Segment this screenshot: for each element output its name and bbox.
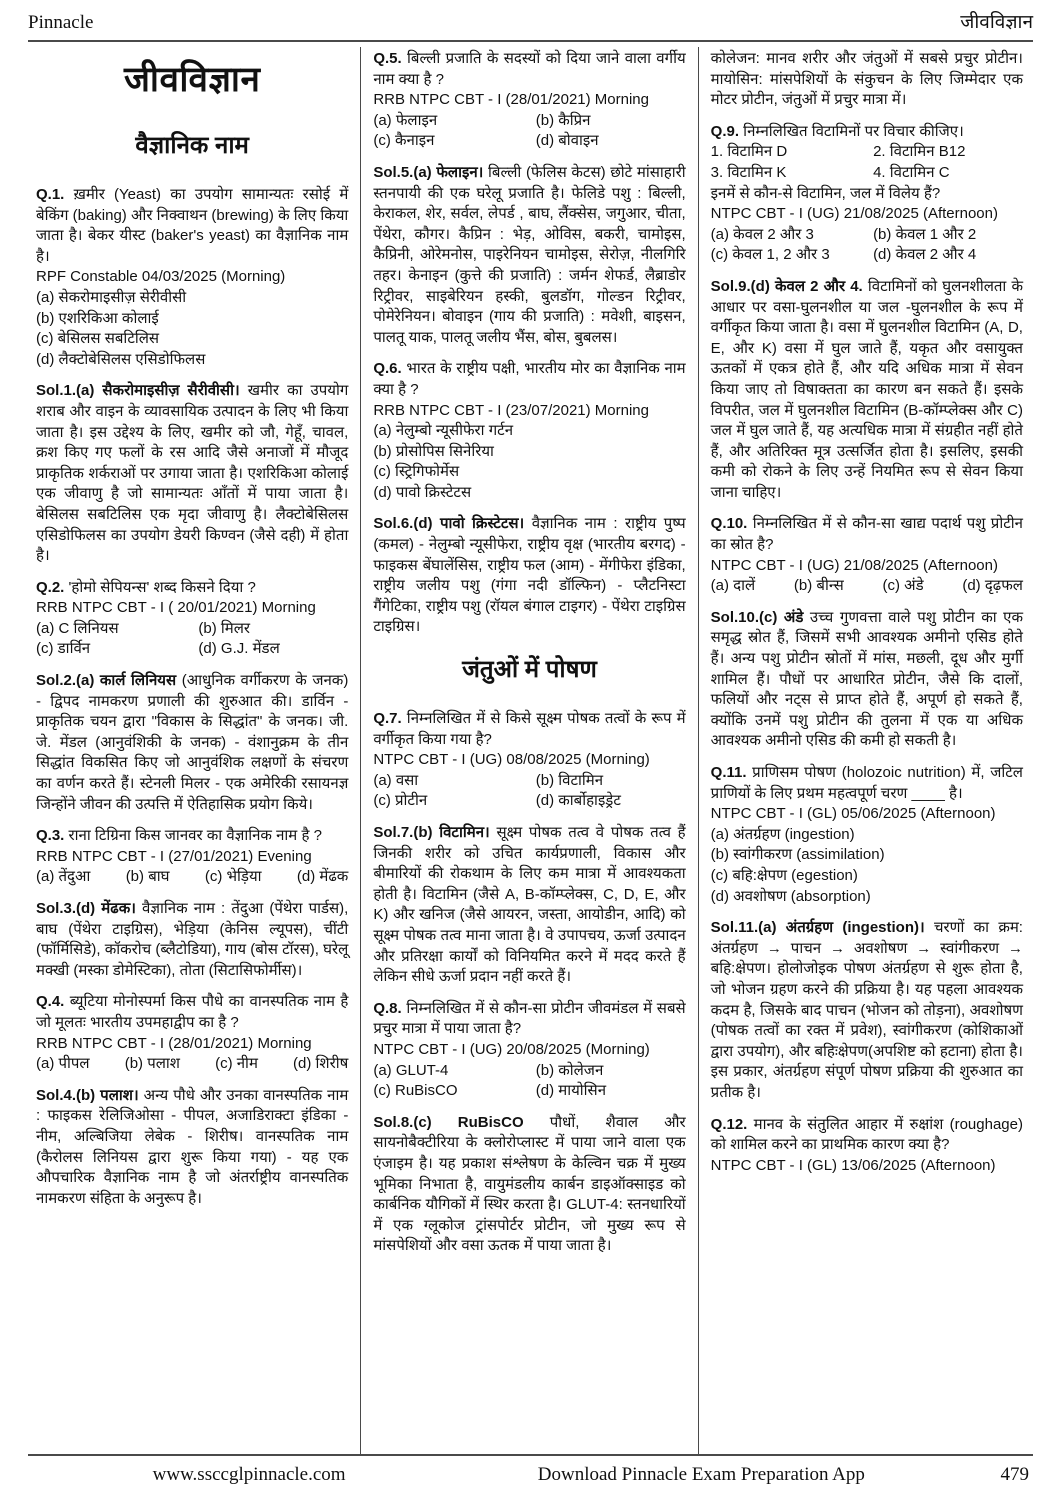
question-text: Q.12. मानव के संतुलित आहार में रुक्षांश (roughage) को शामिल करने का प्राथमिक कारण क्या है? [710, 1115, 1023, 1154]
solution-text: Sol.5.(a) फेलाइन। बिल्ली (फेलिस केटस) छोटे मांसाहारी स्तनपायी की एक घरेलू प्रजाति है। फेलिडे पशु : बिल्ली, केराकल, शेर, सर्वल, लेपर्ड , बाघ, लैंक्सेस, जगुआर, चीता, पेंथेरा, कौगर। कैप्रिन : भेड़, ओविस, बकरी, चामोइस, कैप्रिनी, ओरेमनोस, पाइरेनियन चामोइस, सेरोज़, नीलगिरि तहर। केनाइन (कुत्ते की प्रजाति) : जर्मन शेफर्ड, लैब्राडोर रिट्रीवर, साइबेरियन हस्की, बुलडॉग, गोल्डन रिट्रीवर, पोमेरेनियन। बोवाइन (गाय की प्रजाति) : मवेशी, बाइसन, पालतू याक, पालतू जलीय भैंस, बोस, बुबलस। [373, 163, 686, 346]
option-a: (a) GLUT-4 [373, 1061, 449, 1079]
exam-reference: NTPC CBT - I (UG) 08/08/2025 (Morning) [373, 751, 650, 769]
exam-reference: RRB NTPC CBT - I (28/01/2021) Morning [36, 1034, 312, 1052]
question [36, 992, 348, 1074]
footer-website: www.ssccglpinnacle.com [152, 1464, 346, 1485]
chapter-name-header: जीवविज्ञान [960, 12, 1033, 33]
question [711, 1115, 1023, 1177]
question-text: Q.3. राना टिग्रिना किस जानवर का वैज्ञानिक नाम है ? [36, 827, 322, 845]
question-text: Q.5. बिल्ली प्रजाति के सदस्यों को दिया जाने वाला वर्गीय नाम क्या है ? [373, 50, 686, 88]
option-a: (a) पीपल [36, 1055, 90, 1073]
statement-row [711, 163, 1023, 184]
question-number: Q.1. [36, 186, 65, 203]
option-d: (d) मेंढक [296, 868, 349, 886]
solution-answer: फेलाइन। [436, 163, 484, 181]
exam-reference: NTPC CBT - I (UG) 20/08/2025 (Morning) [373, 1040, 650, 1058]
solution-number: Sol.1.(a) [36, 382, 103, 400]
solution-text: Sol.3.(d) मेंढक। वैज्ञानिक नाम : तेंदुआ (पेंथेरा पार्डस), बाघ (पेंथेरा टाइग्रिस), भेड़िया (केनिस ल्यूपस), चींटी (फॉर्मिसिडे), कॉकरोच (ब्लैटोडिया), गाय (बोस टॉरस), घरेलू मक्खी (मस्का डोमेस्टिका), तोता (सिटासिफोर्मीस)। [36, 900, 349, 979]
solution-text: Sol.4.(b) पलाश। अन्य पौधे और उनका वानस्पतिक नाम : फाइकस रेलिजिओसा - पीपल, अजाडिराक्टा इंडिका - नीम, अल्बिजिया लेबेक - शिरीष। वानस्पतिक नाम (कैरोलस लिनियस द्वारा शुरू किया गया) - यह एक औपचारिक वैज्ञानिक नाम है जो अंतर्राष्ट्रीय वानस्पतिक नामकरण संहिता के अनुरूप है। [36, 1086, 349, 1207]
option-d: (d) अवशोषण (absorption) [710, 887, 871, 905]
solution-text: Sol.11.(a) अंतर्ग्रहण (ingestion)। चरणों का क्रम: अंतर्ग्रहण → पाचन → अवशोषण → स्वांगीकरण → बहि:क्षेपण। होलोजोइक पोषण अंतर्ग्रहण से शुरू होता है, जो भोजन ग्रहण करने की प्रक्रिया है। यह पहला आवश्यक कदम है, जिसके बाद पाचन (भोजन को तोड़ना), अवशोषण (पोषक तत्वों का रक्त में प्रवेश), स्वांगीकरण (कोशिकाओं द्वारा उपयोग), और बहिःक्षेपण(अपशिष्ट को हटाना) होता है। इस प्रकार, अंतर्ग्रहण संपूर्ण पोषण प्रक्रिया की शुरुआत का प्रतीक है। [710, 919, 1023, 1101]
solution [373, 823, 685, 988]
option-a: (a) सेकरोमाइसीज़ सेरीवीसी [36, 288, 187, 306]
page-footer [28, 1460, 1033, 1490]
solution-answer: अंडे [783, 608, 804, 626]
option-a: (a) नेलुम्बो न्यूसीफेरा गर्टन [373, 422, 514, 440]
options-group [711, 825, 1023, 907]
option-b: (b) कैप्रिन [535, 111, 591, 129]
question-number: Q.3. [36, 827, 65, 845]
question-text: Q.2. 'होमो सेपियन्स' शब्द किसने दिया ? [36, 578, 256, 596]
option-c: (c) केवल 1, 2 और 3 [710, 246, 830, 264]
exam-reference: NTPC CBT - I (GL) 05/06/2025 (Afternoon) [710, 805, 996, 823]
question-text: Q.11. प्राणिसम पोषण (holozoic nutrition) में, जटिल प्राणियों के लिए प्रथम महत्वपूर्ण चरण ____ है। [710, 764, 1023, 802]
exam-reference: RRB NTPC CBT - I (23/07/2021) Morning [373, 401, 649, 419]
option-d: (d) शिरीष [293, 1055, 349, 1073]
option-a: (a) C लिनियस [36, 619, 119, 637]
solution-text: Sol.6.(d) पावो क्रिस्टेटस। वैज्ञानिक नाम : राष्ट्रीय पुष्प (कमल) - नेलुम्बो न्यूसीफेरा, राष्ट्रीय वृक्ष (भारतीय बरगद) - फाइकस बेंघालेंसिस, राष्ट्रीय फल (आम) - मेंगीफेरा इंडिका, राष्ट्रीय जलीय पशु (गंगा नदी डॉल्फिन) - प्लैटनिस्टा गैंगेटिका, राष्ट्रीय पशु (रॉयल बंगाल टाइगर) - पेंथेरा टाइग्रिस टाइग्रिस। [373, 515, 686, 636]
column [360, 47, 697, 1454]
option-c: (c) प्रोटीन [373, 792, 428, 810]
option-d: (d) केवल 2 और 4 [873, 246, 977, 264]
options-group [711, 225, 1023, 266]
options-group [373, 421, 685, 503]
exam-reference: RRB NTPC CBT - I ( 20/01/2021) Morning [36, 599, 316, 617]
header-rule [28, 40, 1033, 42]
option-c: (c) नीम [215, 1055, 258, 1073]
option-a: (a) फेलाइन [373, 111, 438, 129]
question-number: Q.10. [710, 515, 748, 533]
solution-answer: विटामिन। [439, 824, 490, 841]
statement-item: 3. विटामिन K [710, 163, 787, 181]
option-c: (c) अंडे [882, 577, 924, 595]
option-c: (c) कैनाइन [373, 132, 435, 150]
question-text: Q.8. निम्नलिखित में से कौन-सा प्रोटीन जीवमंडल में सबसे प्रचुर मात्रा में पाया जाता है? [373, 999, 686, 1038]
question [36, 826, 348, 888]
solution-text: Sol.7.(b) विटामिन। सूक्ष्म पोषक तत्व वे पोषक तत्व हैं जिनकी शरीर को उचित कार्यप्रणाली, विकास और बीमारियों की रोकथाम के लिए कम मात्रा में आवश्यकता होती है। विटामिन (जैसे A, B-कॉम्प्लेक्स, C, D, E, और K) और खनिज (जैसे आयरन, जस्ता, आयोडीन, आदि) को सूक्ष्म पोषक तत्व माना जाता है। वे उपापचय, ऊर्जा उत्पादन और प्रतिरक्षा कार्यों को विनियमित करने में मदद करते हैं लेकिन सीधे ऊर्जा प्रदान नहीं करते हैं। [373, 824, 686, 986]
question [373, 999, 685, 1102]
option-d: (d) मायोसिन [535, 1082, 607, 1100]
options-group [373, 111, 685, 152]
question-text-2: इनमें से कौन-से विटामिन, जल में विलेय हैं? [710, 184, 941, 202]
chapter-title: जीवविज्ञान [123, 60, 261, 99]
solution-number: Sol.7.(b) [373, 824, 440, 841]
question-text: Q.9. निम्नलिखित विटामिनों पर विचार कीजिए। [710, 122, 964, 140]
solution-number: Sol.3.(d) [36, 900, 102, 917]
option-c: (c) बहि:क्षेपण (egestion) [710, 866, 858, 884]
solution-answer: RuBisCO [457, 1113, 524, 1131]
footer-app-text: Download Pinnacle Exam Preparation App [537, 1464, 865, 1485]
statement-item: 1. विटामिन D [710, 143, 788, 161]
solution-answer: पावो क्रिस्टेटस। [439, 515, 525, 533]
solution-answer: मेंढक। [101, 900, 136, 917]
solution-number: Sol.8.(c) [373, 1113, 458, 1131]
question-number: Q.6. [373, 360, 402, 378]
question-text: Q.7. निम्नलिखित में से किसे सूक्ष्म पोषक तत्वों के रूप में वर्गीकृत किया गया है? [373, 710, 686, 748]
solution [711, 277, 1023, 504]
exam-reference: RPF Constable 04/03/2025 (Morning) [36, 268, 286, 286]
options-group [373, 771, 685, 812]
option-b: (b) पलाश [124, 1055, 180, 1073]
publisher-name: Pinnacle [28, 12, 94, 33]
solution-answer: कार्ल लिनियस [99, 672, 177, 690]
question-number: Q.9. [710, 122, 740, 140]
question-number: Q.7. [373, 710, 402, 728]
solution-answer: सैकरोमाइसीज़ सैरीवीसी। [102, 382, 240, 400]
options-group [36, 288, 348, 370]
options-group [36, 619, 348, 660]
option-d: (d) पावो क्रिस्टेटस [373, 483, 472, 501]
exam-reference: NTPC CBT - I (UG) 21/08/2025 (Afternoon) [710, 556, 998, 574]
solution-number: Sol.9.(d) [710, 277, 775, 295]
solution [36, 899, 348, 981]
question-text: Q.4. ब्यूटिया मोनोस्पर्मा किस पौधे का वानस्पतिक नाम है जो मूलतः भारतीय उपमहाद्वीप का है ? [36, 993, 349, 1031]
solution [36, 381, 348, 566]
footer-page-number: 479 [1000, 1464, 1029, 1485]
solution [373, 514, 685, 638]
solution-text: Sol.9.(d) केवल 2 और 4. विटामिनों को घुलनशीलता के आधार पर वसा-घुलनशील या जल -घुलनशील के रूप में वर्गीकृत किया जाता है। वसा में घुलनशील विटामिन (A, D, E, और K) वसा में घुल जाते हैं, यकृत और वसायुक्त ऊतकों में एकत्र होते हैं, और यदि अधिक मात्रा में सेवन किया जाए तो विषाक्तता का कारण बन सकते हैं। इसके विपरीत, जल में घुलनशील विटामिन (B-कॉम्प्लेक्स और C) जल में घुल जाते हैं, यह अत्यधिक मात्रा में संग्रहीत नहीं होते हैं, और अतिरिक्त मूत्र उत्सर्जित होता है। इसलिए, इसकी कमी को रोकने के लिए उन्हें नियमित रूप से सेवन किया जाना चाहिए। [710, 277, 1023, 501]
option-a: (a) दालें [710, 577, 756, 595]
solution-number: Sol.4.(b) [36, 1086, 101, 1104]
solution [373, 1113, 685, 1257]
option-b: (b) बीन्स [793, 577, 844, 595]
question [36, 578, 348, 660]
options-group [36, 1054, 348, 1075]
solution-number: Sol.2.(a) [36, 672, 100, 690]
exam-reference: NTPC CBT - I (GL) 13/06/2025 (Afternoon) [710, 1156, 996, 1174]
solution-answer: अंतर्ग्रहण (ingestion)। [785, 919, 925, 937]
question-text: Q.10. निम्नलिखित में से कौन-सा खाद्य पदार्थ पशु प्रोटीन का स्रोत है? [710, 515, 1023, 554]
solution [711, 608, 1023, 752]
exam-reference: NTPC CBT - I (UG) 21/08/2025 (Afternoon) [710, 205, 998, 223]
solution-text: Sol.10.(c) अंडे उच्च गुणवत्ता वाले पशु प्रोटीन का एक समृद्ध स्रोत हैं, जिसमें सभी आवश्यक अमीनो एसिड होते हैं। अन्य पशु प्रोटीन स्रोतों में मांस, मछली, दूध और मुर्गी शामिल हैं। पौधों पर आधारित प्रोटीन, जैसे कि दालों, फलियों और नट्स से प्राप्त होते हैं, अपूर्ण हो सकते हैं, क्योंकि उनमें पशु प्रोटीन की तुलना में एक या अधिक आवश्यक अमीनो एसिड की कमी हो सकती है। [710, 608, 1023, 750]
footer-rule [28, 1454, 1033, 1456]
options-group [373, 1061, 685, 1102]
question-number: Q.2. [36, 578, 65, 596]
solution-answer: केवल 2 और 4. [774, 277, 863, 295]
option-b: (b) प्रोसोपिस सिनेरिया [373, 442, 494, 460]
solution [373, 163, 685, 348]
question-text: Q.6. भारत के राष्ट्रीय पक्षी, भारतीय मोर का वैज्ञानिक नाम क्या है ? [373, 360, 686, 398]
option-b: (b) विटामिन [535, 771, 604, 789]
question [373, 709, 685, 812]
solution-number: Sol.10.(c) [710, 608, 784, 626]
statement-item: 4. विटामिन C [873, 163, 950, 181]
question-number: Q.5. [373, 50, 402, 67]
option-b: (b) कोलेजन [535, 1061, 604, 1079]
solution-number: Sol.5.(a) [373, 163, 437, 181]
column [698, 47, 1035, 1454]
option-b: (b) एशरिकिआ कोलाई [36, 309, 159, 327]
question [711, 763, 1023, 907]
column [30, 47, 360, 1454]
solution-number: Sol.11.(a) [710, 919, 786, 937]
option-b: (b) बाघ [125, 868, 170, 886]
options-group [36, 867, 348, 888]
solution-continuation-text: कोलेजन: मानव शरीर और जंतुओं में सबसे प्रचुर प्रोटीन। मायोसिन: मांसपेशियों के संकुचन के लिए जिम्मेदार एक मोटर प्रोटीन, जंतुओं में प्रचुर मात्रा में। [710, 50, 1023, 109]
options-group [711, 576, 1023, 597]
question-number: Q.12. [710, 1115, 748, 1133]
question-text: Q.1. ख़मीर (Yeast) का उपयोग सामान्यतः रसोई में बेकिंग (baking) और निक्वाथन (brewing) के लिए किया जाता है। बेकर यीस्ट (baker's yeast) का वैज्ञानिक नाम है। [36, 186, 349, 265]
columns-wrapper [30, 47, 1035, 1454]
solution-number: Sol.6.(d) [373, 515, 440, 533]
question [373, 359, 685, 503]
question [711, 122, 1023, 266]
option-d: (d) G.J. मेंडल [198, 640, 280, 658]
question-number: Q.11. [710, 764, 747, 781]
option-b: (b) मिलर [198, 619, 251, 637]
section-heading: जंतुओं में पोषण [462, 656, 597, 684]
solution-text: Sol.8.(c) RuBisCO पौधों, शैवाल और सायनोबैक्टीरिया के क्लोरोप्लास्ट में पाया जाने वाला एक एंजाइम है। यह प्रकाश संश्लेषण के केल्विन चक्र में मुख्य भूमिका निभाता है, वायुमंडलीय कार्बन डाइऑक्साइड को कार्बनिक यौगिकों में स्थिर करता है। GLUT-4: स्तनधारियों में एक ग्लूकोज ट्रांसपोर्टर प्रोटीन, जो मुख्य रूप से मांसपेशियों और वसा ऊतक में पाया जाता है। [373, 1113, 686, 1255]
option-a: (a) वसा [373, 771, 419, 789]
option-b: (b) केवल 1 और 2 [873, 225, 977, 243]
statement-item: 2. विटामिन B12 [873, 143, 966, 161]
option-b: (b) स्वांगीकरण (assimilation) [710, 846, 885, 864]
option-c: (c) डार्विन [36, 640, 91, 658]
solution-answer: पलाश। [100, 1086, 139, 1104]
solution-text: Sol.2.(a) कार्ल लिनियस (आधुनिक वर्गीकरण के जनक) - द्विपद नामकरण प्रणाली की शुरुआत की। डार्विन - प्राकृतिक चयन द्वारा "विकास के सिद्धांत" के जनक। जी. जे. मेंडल (आनुवंशिकी के जनक) - वंशानुक्रम के तीन सिद्धांत विकसित किए जो आनुवंशिक लक्षणों के संचरण का वर्णन करते हैं। स्टेनली मिलर - एक अमेरिकी रसायनज्ञ जिन्होंने जीवन की उत्पत्ति में ऐतिहासिक प्रयोग किये। [36, 672, 349, 813]
exam-reference: RRB NTPC CBT - I (27/01/2021) Evening [36, 847, 312, 865]
solution-text: Sol.1.(a) सैकरोमाइसीज़ सैरीवीसी। खमीर का उपयोग शराब और वाइन के व्यावसायिक उत्पादन के लिए भी किया जाता है। इस उद्देश्य के लिए, खमीर को जौ, गेहूँ, चावल, क्रश किए गए फलों के रस आदि जैसे अनाजों में मौजूद प्राकृतिक शर्कराओं पर उगाया जाता है। एशरिकिआ कोलाई एक जीवाणु है जो सामान्यतः आँतों में पाया जाता है। बेसिलस सबटिलिस एक मृदा जीवाणु है। लैक्टोबेसिलस एसिडोफिलस का उपयोग डेयरी किण्वन (जैसे दही) में होता है। [36, 382, 349, 565]
question [373, 49, 685, 152]
section-heading: वैज्ञानिक नाम [135, 132, 249, 159]
option-d: (d) लैक्टोबेसिलस एसिडोफिलस [36, 350, 206, 368]
question-number: Q.4. [36, 993, 65, 1011]
question [711, 514, 1023, 596]
option-c: (c) भेड़िया [204, 868, 262, 886]
option-a: (a) तेंदुआ [36, 868, 91, 886]
page-header [28, 8, 1033, 34]
exam-reference: RRB NTPC CBT - I (28/01/2021) Morning [373, 91, 649, 109]
option-c: (c) RuBisCO [373, 1082, 458, 1100]
question [36, 185, 348, 370]
solution [711, 918, 1023, 1103]
option-c: (c) बेसिलस सबटिलिस [36, 330, 160, 348]
statement-row [711, 142, 1023, 163]
solution [36, 1086, 348, 1210]
option-d: (d) दृढ़फल [962, 577, 1023, 595]
option-d: (d) कार्बोहाइड्रेट [535, 792, 621, 810]
solution [36, 671, 348, 815]
option-a: (a) केवल 2 और 3 [710, 225, 814, 243]
option-a: (a) अंतर्ग्रहण (ingestion) [710, 825, 855, 843]
option-c: (c) स्ट्रिगिफोर्मेस [373, 463, 460, 481]
question-number: Q.8. [373, 999, 402, 1017]
option-d: (d) बोवाइन [535, 132, 599, 150]
